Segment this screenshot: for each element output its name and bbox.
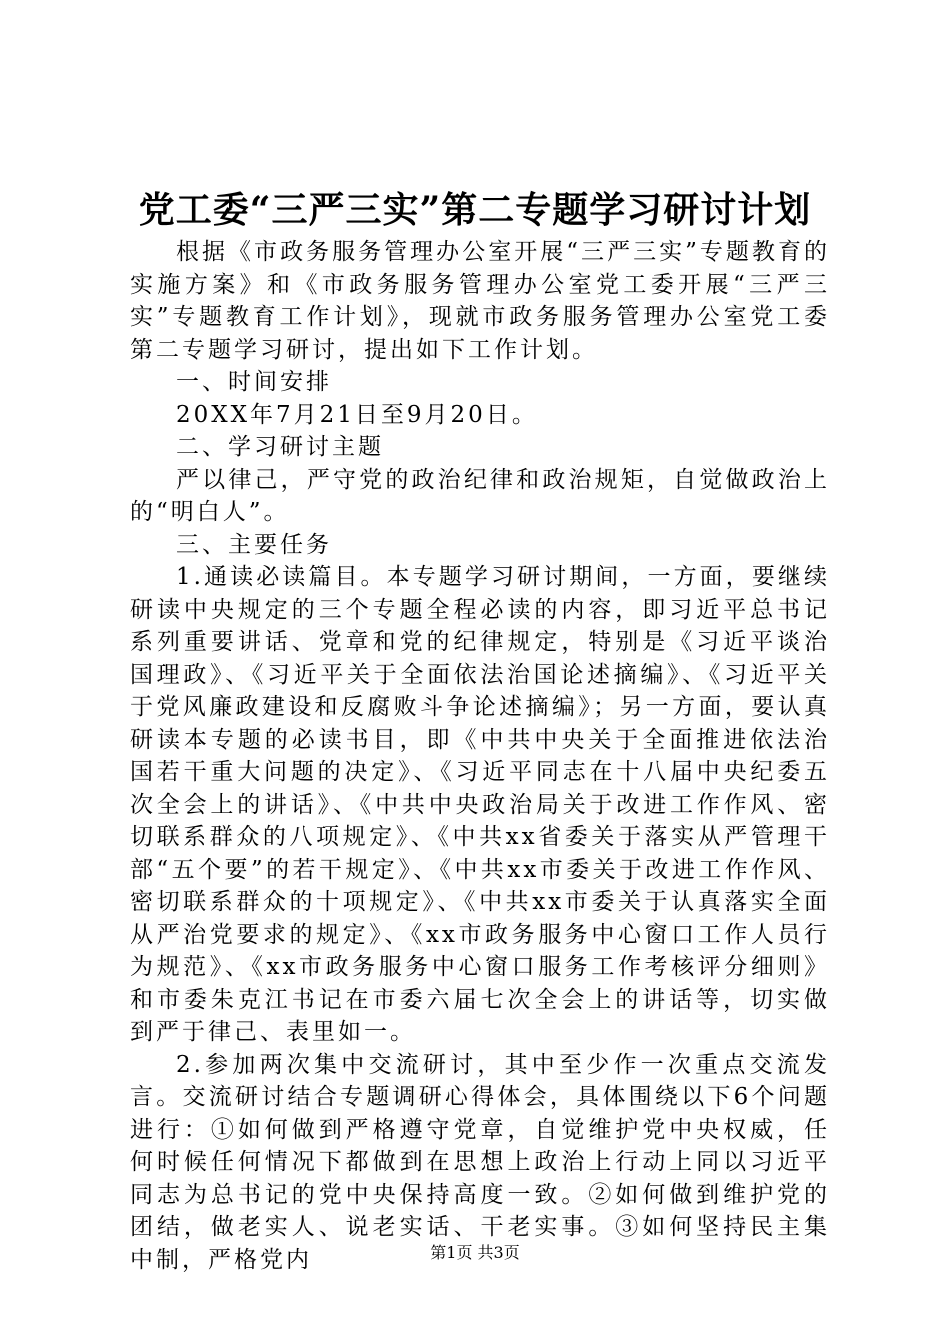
paragraph-theme: 严以律己，严守党的政治纪律和政治规矩，自觉做政治上的“明白人”。: [130, 466, 830, 525]
page-number: 第1页: [430, 1243, 473, 1262]
paragraph-task-1: 1.通读必读篇目。本专题学习研讨期间，一方面，要继续研读中央规定的三个专题全程必读的内容，即习近平总书记系列重要讲话、党章和党的纪律规定，特别是《习近平谈治国理政》、《习近平关于全面依法治国论述摘编》、《习近平关于党风廉政建设和反腐败斗争论述摘编》；另一方面，要认真研读本专题的必读书目，即《中共中央关于全面推进依法治国若干重大问题的决定》、《习近平同志在十八届中央纪委五次全会上的讲话》、《中共中央政治局关于改进工作作风、密切联系群众的八项规定》、《中共xx省委关于落实从严管理干部“五个要”的若干规定》、《中共xx市委关于改进工作作风、密切联系群众的十项规定》、《中共xx市委关于认真落实全面从严治党要求的规定》、《xx市政务服务中心窗口工作人员行为规范》、《xx市政务服务中心窗口服务工作考核评分细则》和市委朱克江书记在市委六届七次全会上的讲话等，切实做到严于律己、表里如一。: [130, 564, 830, 1045]
paragraph-task-2: 2.参加两次集中交流研讨，其中至少作一次重点交流发言。交流研讨结合专题调研心得体会，具体围绕以下6个问题进行：①如何做到严格遵守党章，自觉维护党中央权威，任何时候任何情况下都做到在思想上政治上行动上同以习近平同志为总书记的党中央保持高度一致。②如何做到维护党的团结，做老实人、说老实话、干老实事。③如何坚持民主集中制，严格党内: [130, 1051, 830, 1273]
document-title: 党工委“三严三实”第二专题学习研讨计划: [138, 189, 812, 231]
page-total: 共3页: [477, 1243, 520, 1262]
heading-theme: 二、学习研讨主题: [176, 434, 384, 460]
paragraph-schedule: 20XX年7月21日至9月20日。: [176, 401, 538, 428]
paragraph-intro: 根据《市政务服务管理办公室开展“三严三实”专题教育的实施方案》和《市政务服务管理办公室党工委开展“三严三实”专题教育工作计划》，现就市政务服务管理办公室党工委第二专题学习研讨，提出如下工作计划。: [130, 239, 830, 363]
heading-tasks: 三、主要任务: [176, 531, 332, 558]
document-body: [130, 236, 830, 1276]
page-footer: [0, 1243, 950, 1263]
heading-schedule: 一、时间安排: [176, 369, 332, 395]
